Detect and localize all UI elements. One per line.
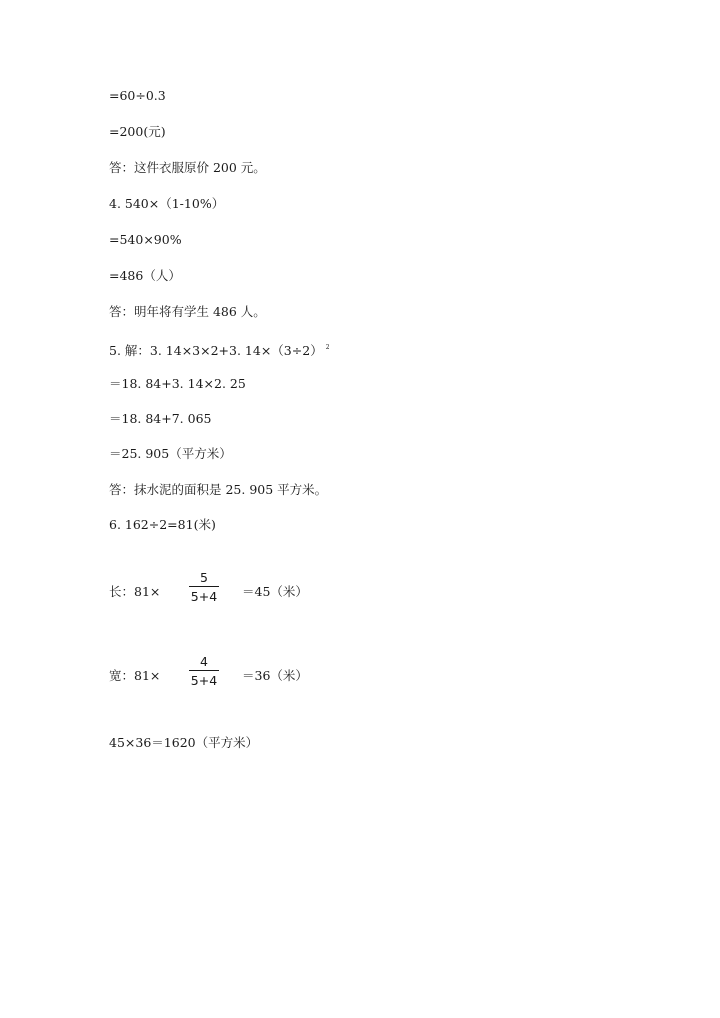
step-result: =200(元)	[109, 124, 166, 139]
problem-5-text: 5. 解：3. 14×3×2+3. 14×（3÷2）	[109, 343, 323, 358]
length-result: ＝45（米）	[242, 584, 308, 599]
problem-6-heading: 6. 162÷2=81(米)	[109, 517, 216, 532]
length-numerator: 5	[200, 570, 208, 585]
width-denominator: 5+4	[190, 673, 218, 688]
width-numerator: 4	[200, 654, 208, 669]
problem-4-heading: 4. 540×（1-10%）	[109, 196, 225, 211]
superscript-mark: 2	[325, 344, 330, 351]
fraction-bar	[189, 670, 219, 671]
width-prefix: 宽：81×	[109, 668, 161, 683]
area-calculation: 45×36＝1620（平方米）	[109, 735, 259, 750]
problem-5-heading	[109, 340, 330, 359]
problem-4-step-1: =540×90%	[109, 232, 182, 247]
problem-5-step-1: ＝18. 84+3. 14×2. 25	[109, 376, 246, 391]
length-prefix: 长：81×	[109, 584, 161, 599]
length-calculation	[109, 570, 409, 610]
fraction-bar	[189, 586, 219, 587]
length-fraction	[189, 570, 219, 604]
problem-5-step-3: ＝25. 905（平方米）	[109, 446, 232, 461]
width-calculation	[109, 654, 409, 694]
problem-4-step-2: =486（人）	[109, 268, 181, 283]
problem-5-step-2: ＝18. 84+7. 065	[109, 411, 212, 426]
answer-line-5: 答：抹水泥的面积是 25. 905 平方米。	[109, 482, 328, 497]
step-divide: =60÷0.3	[109, 88, 166, 103]
width-fraction	[189, 654, 219, 688]
width-result: ＝36（米）	[242, 668, 308, 683]
length-denominator: 5+4	[190, 589, 218, 604]
answer-line-4: 答：明年将有学生 486 人。	[109, 304, 266, 319]
answer-line-3: 答：这件衣服原价 200 元。	[109, 160, 266, 175]
